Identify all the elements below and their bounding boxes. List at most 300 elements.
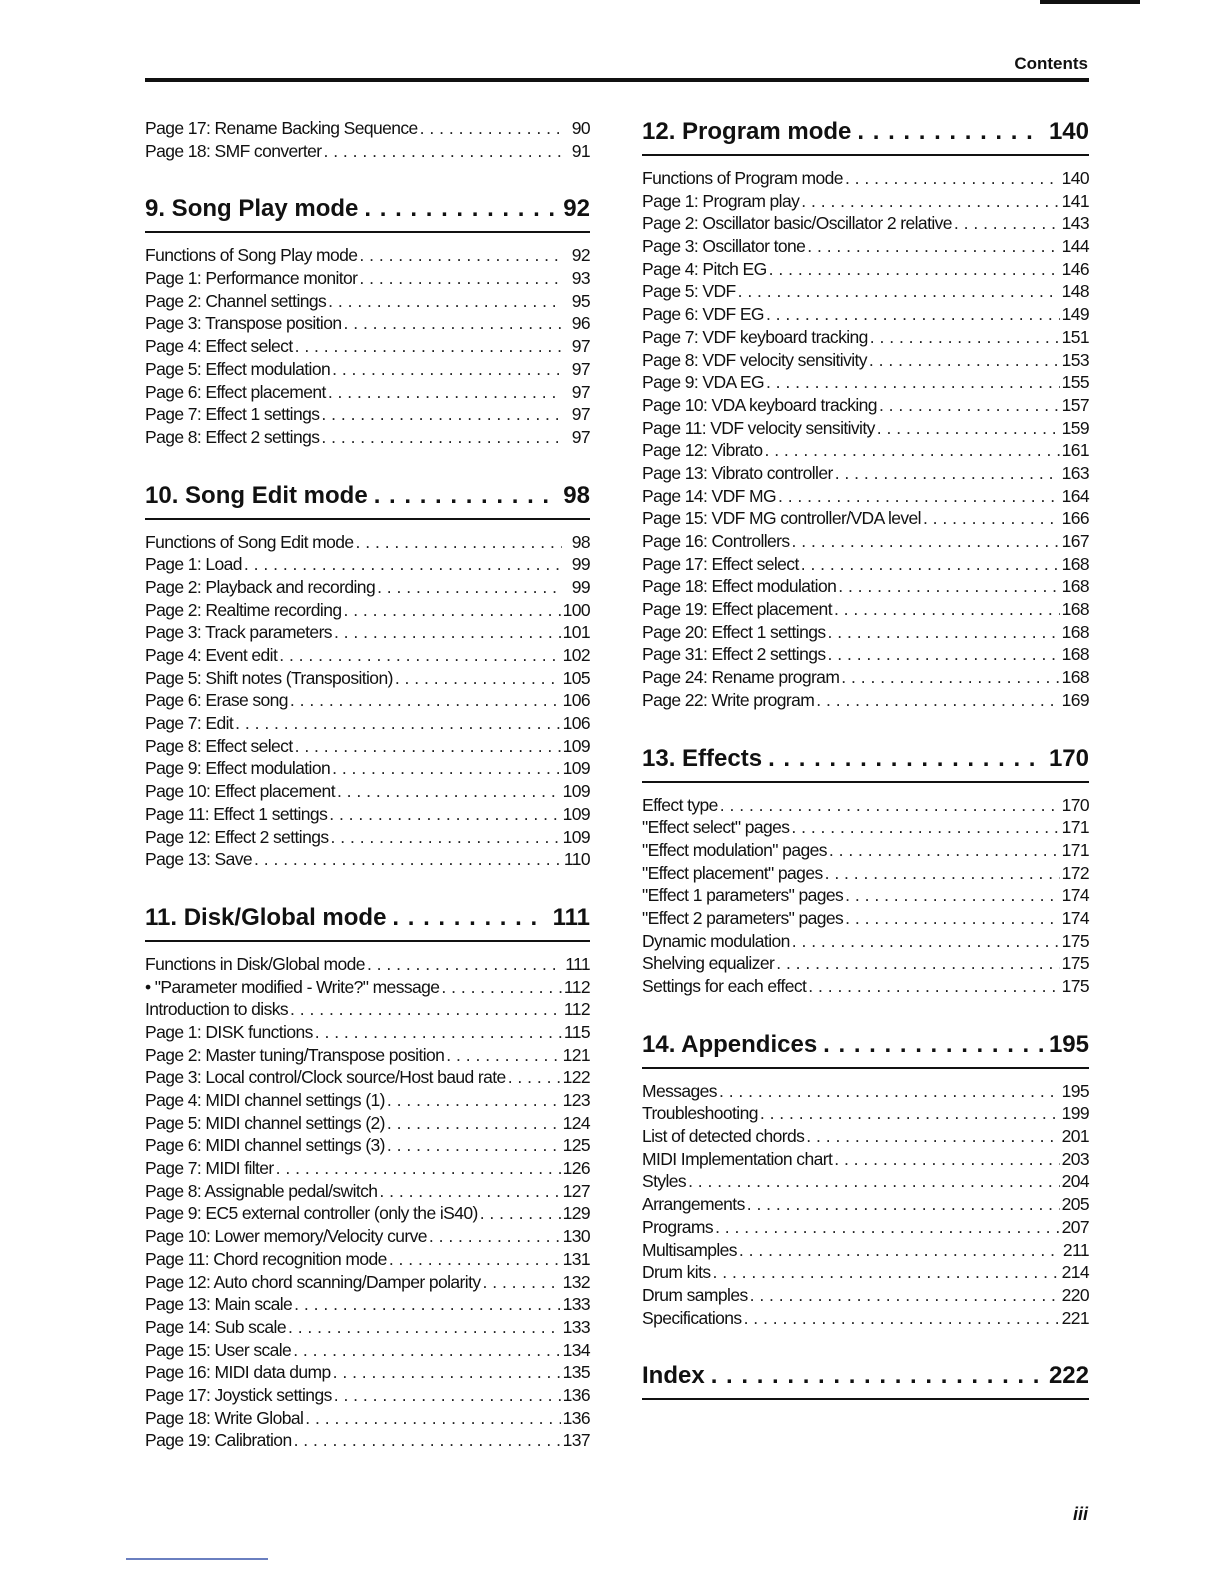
toc-entry[interactable] [642,350,1089,373]
section-heading[interactable] [642,745,1089,783]
toc-entry-title: Page 11: Effect 1 settings [145,803,328,824]
toc-entry[interactable] [145,532,590,555]
toc-entry[interactable] [145,849,590,872]
toc-entry-title: MIDI Implementation chart [642,1148,833,1169]
toc-right-column [642,118,1089,1412]
dot-leader [764,440,1059,461]
toc-entry[interactable] [145,118,590,141]
toc-entry-title: Page 18: Effect modulation [642,576,837,597]
dot-leader [791,817,1059,838]
toc-entry-page: 127 [562,1180,590,1201]
section-heading[interactable] [642,1362,1089,1400]
toc-entry[interactable] [145,954,590,977]
toc-left-column [145,118,590,1453]
toc-entry[interactable] [145,622,590,645]
toc-entry-page: 201 [1061,1126,1089,1147]
toc-entry[interactable] [145,668,590,691]
toc-entry-title: Page 3: Transpose position [145,313,342,334]
toc-entry-title: Page 14: VDF MG [642,485,776,506]
toc-entry[interactable] [145,713,590,736]
toc-entry-title: Page 7: Effect 1 settings [145,404,320,425]
toc-entry-page: 199 [1061,1103,1089,1124]
toc-entry-page: 105 [562,667,590,688]
toc-entry-title: Page 1: Program play [642,190,800,211]
header-rule [145,78,1089,82]
toc-entry[interactable] [145,1340,590,1363]
toc-entry-page: 211 [1062,1239,1089,1260]
toc-entry-title: Page 7: Edit [145,713,234,734]
toc-entry-page: 109 [562,735,590,756]
toc-entry[interactable] [642,690,1089,713]
intro-entries [145,118,590,163]
toc-entry-page: 96 [571,313,590,334]
toc-entry[interactable] [642,486,1089,509]
dot-leader [829,840,1060,861]
section-page: 222 [1048,1362,1089,1390]
toc-entry-title: "Effect modulation" pages [642,839,827,860]
dot-leader [328,382,562,403]
toc-entry-page: 109 [562,803,590,824]
toc-entry[interactable] [145,977,590,1000]
toc-entry[interactable] [145,1090,590,1113]
dot-leader [387,1135,561,1156]
dot-leader [328,291,562,312]
toc-entry-title: Page 8: Effect 2 settings [145,426,320,447]
section-heading[interactable] [642,118,1089,156]
toc-entry[interactable] [145,291,590,314]
toc-entry[interactable] [145,427,590,450]
toc-entry[interactable] [642,418,1089,441]
dot-leader [276,1158,561,1179]
toc-entry-title: Page 5: MIDI channel settings (2) [145,1112,385,1133]
toc-entry-page: 171 [1061,839,1089,860]
dot-leader [356,532,562,553]
section-title: 13. Effects [642,744,763,772]
dot-leader [766,372,1060,393]
toc-entry[interactable] [145,1249,590,1272]
toc-entry-page: 143 [1061,213,1089,234]
dot-leader [295,736,561,757]
toc-entry[interactable] [642,1081,1089,1104]
toc-entry-page: 168 [1061,644,1089,665]
dot-leader [834,1149,1059,1170]
dot-leader [954,213,1060,234]
dot-leader [294,1294,560,1315]
dot-leader [778,486,1060,507]
toc-entry-title: "Effect select" pages [642,817,790,838]
toc-entry-page: 115 [563,1021,590,1042]
toc-entry[interactable] [642,953,1089,976]
dot-leader [329,804,560,825]
toc-entry-page: 205 [1061,1194,1089,1215]
toc-section [642,745,1089,999]
toc-entry-title: Drum kits [642,1262,711,1283]
dot-leader [332,359,562,380]
dot-leader [480,1203,561,1224]
top-edge-rule [1040,0,1140,4]
toc-entry-title: Messages [642,1080,717,1101]
dot-leader [828,644,1060,665]
dot-leader [344,313,563,334]
section-heading[interactable] [145,482,590,520]
dot-leader [870,327,1060,348]
toc-entry[interactable] [642,554,1089,577]
section-title: 10. Song Edit mode [145,481,368,509]
toc-entry[interactable] [145,141,590,164]
toc-entry-page: 146 [1061,258,1089,279]
toc-entry-page: 159 [1061,417,1089,438]
dot-leader [715,1217,1060,1238]
toc-entry[interactable] [642,372,1089,395]
toc-entry[interactable] [642,1103,1089,1126]
toc-entry-title: Page 8: Effect select [145,735,293,756]
toc-entry-page: 97 [571,336,590,357]
toc-entry[interactable] [145,804,590,827]
section-page: 98 [563,481,590,509]
toc-entry-title: Page 22: Write program [642,689,815,710]
toc-entry-page: 99 [571,576,590,597]
toc-entry[interactable] [642,599,1089,622]
toc-entry-page: 97 [571,426,590,447]
toc-entry-title: Page 12: Effect 2 settings [145,826,329,847]
toc-entry[interactable] [145,1317,590,1340]
toc-entry[interactable] [145,313,590,336]
toc-entry-title: • "Parameter modified - Write?" message [145,976,440,997]
toc-entry-page: 98 [571,531,590,552]
toc-entry[interactable] [642,1240,1089,1263]
toc-entry[interactable] [642,440,1089,463]
toc-entry-page: 95 [571,290,590,311]
toc-entry-title: Drum samples [642,1284,748,1305]
toc-entry-page: 135 [562,1362,590,1383]
toc-entry-page: 90 [571,118,590,138]
toc-entry-page: 132 [562,1271,590,1292]
page-header-title: Contents [1014,54,1088,73]
dot-leader [825,863,1060,884]
dot-leader [801,554,1060,575]
dot-leader [711,1362,1043,1390]
toc-entry-title: Page 13: Vibrato controller [642,462,833,483]
toc-entry-title: Page 14: Sub scale [145,1316,286,1337]
dot-leader [747,1194,1060,1215]
dot-leader [801,191,1059,212]
toc-entry-title: Page 2: Oscillator basic/Oscillator 2 relative [642,213,952,234]
toc-entry-page: 125 [562,1135,590,1156]
toc-entry-page: 93 [571,268,590,289]
toc-entry-page: 220 [1061,1284,1089,1305]
toc-entry[interactable] [145,1113,590,1136]
section-title: Index [642,1362,705,1390]
toc-entry-title: Effect type [642,794,718,815]
toc-entry-title: Page 11: Chord recognition mode [145,1248,387,1269]
toc-entry[interactable] [642,259,1089,282]
toc-entry[interactable] [642,1217,1089,1240]
dot-leader [374,482,558,510]
dot-leader [295,336,562,357]
toc-entry[interactable] [642,531,1089,554]
toc-entry-page: 157 [1061,394,1089,415]
section-page: 111 [552,903,590,931]
toc-entry-page: 112 [563,976,590,997]
toc-entry-page: 155 [1061,372,1089,393]
toc-entry[interactable] [145,359,590,382]
toc-entry-title: Page 18: SMF converter [145,140,322,161]
dot-leader [841,667,1059,688]
toc-entry[interactable] [642,168,1089,191]
toc-entry[interactable] [145,645,590,668]
toc-entry-title: Page 6: VDF EG [642,304,764,325]
toc-section [642,1362,1089,1400]
toc-entry-title: Page 3: Local control/Clock source/Host baud rate [145,1067,506,1088]
toc-entry[interactable] [642,976,1089,999]
toc-entry[interactable] [642,327,1089,350]
toc-entry[interactable] [642,395,1089,418]
dot-leader [334,1385,561,1406]
dot-leader [744,1308,1060,1329]
dot-leader [869,350,1060,371]
toc-entry[interactable] [642,931,1089,954]
dot-leader [792,931,1060,952]
toc-entry-page: 109 [562,758,590,779]
toc-entry[interactable] [642,1262,1089,1285]
toc-entry-page: 168 [1061,599,1089,620]
toc-entry-page: 172 [1061,862,1089,883]
toc-entry[interactable] [642,817,1089,840]
toc-entry[interactable] [145,577,590,600]
toc-entry-page: 131 [562,1248,590,1269]
section-title: 12. Program mode [642,118,852,145]
toc-entry-title: Page 8: VDF velocity sensitivity [642,349,867,370]
section-heading[interactable] [145,904,590,942]
toc-entry-page: 153 [1061,349,1089,370]
toc-entry[interactable] [145,1158,590,1181]
dot-leader [808,976,1059,997]
toc-entry[interactable] [642,1126,1089,1149]
dot-leader [379,1181,560,1202]
toc-entry-title: Page 16: MIDI data dump [145,1362,331,1383]
toc-entry-page: 97 [571,358,590,379]
toc-entry-page: 133 [562,1294,590,1315]
toc-entry[interactable] [642,1171,1089,1194]
toc-entry[interactable] [642,1308,1089,1331]
toc-entry[interactable] [642,863,1089,886]
toc-entry[interactable] [642,644,1089,667]
toc-entry-page: 175 [1061,976,1089,996]
dot-leader [321,427,562,448]
dot-leader [293,1340,560,1361]
dot-leader [359,245,562,266]
toc-entry[interactable] [642,1285,1089,1308]
toc-entry-page: 136 [562,1384,590,1405]
toc-entry-page: 170 [1061,794,1089,815]
dot-leader [769,259,1060,280]
toc-entry[interactable] [642,508,1089,531]
toc-entry[interactable] [145,1294,590,1317]
toc-entry[interactable] [145,827,590,850]
toc-entry[interactable] [642,213,1089,236]
dot-leader [857,118,1043,146]
toc-entry-title: Page 3: Track parameters [145,622,332,643]
toc-entry-page: 129 [562,1203,590,1224]
toc-entry-title: Page 2: Channel settings [145,290,327,311]
toc-entry-title: List of detected chords [642,1126,805,1147]
toc-entry-title: Multisamples [642,1239,737,1260]
toc-entry-page: 102 [562,645,590,665]
dot-leader [294,1430,561,1451]
toc-entry[interactable] [145,736,590,759]
dot-leader [288,1317,561,1338]
toc-entry-page: 149 [1061,304,1089,325]
toc-entry[interactable] [145,690,590,713]
toc-entry[interactable] [642,667,1089,690]
toc-entry[interactable] [642,840,1089,863]
dot-leader [244,554,562,575]
toc-entry-page: 111 [565,953,590,974]
toc-entry[interactable] [642,1194,1089,1217]
toc-entry-page: 97 [571,404,590,425]
toc-entry-page: 123 [562,1090,590,1110]
toc-entry-title: Page 24: Rename program [642,667,840,688]
toc-entry-page: 134 [562,1339,590,1360]
toc-entry[interactable] [642,885,1089,908]
toc-entry[interactable] [642,1149,1089,1172]
toc-entry[interactable] [145,1385,590,1408]
dot-leader [364,195,557,223]
dot-leader [838,576,1059,597]
toc-entry-page: 97 [571,381,590,402]
toc-entry[interactable] [145,1272,590,1295]
dot-leader [331,827,561,848]
toc-entry-title: Page 20: Effect 1 settings [642,621,826,642]
dot-leader [332,758,561,779]
toc-entry-title: Introduction to disks [145,999,289,1020]
toc-entry[interactable] [145,1408,590,1431]
toc-entry-title: Page 5: Effect modulation [145,358,331,379]
toc-entry[interactable] [642,795,1089,818]
toc-entry-page: 148 [1061,281,1089,302]
toc-entry-page: 100 [562,599,590,620]
toc-entry-page: 99 [571,554,590,575]
dot-leader [392,904,546,932]
dot-leader [719,1081,1060,1102]
toc-entry[interactable] [145,781,590,804]
toc-entry[interactable] [145,1181,590,1204]
toc-entry[interactable] [145,554,590,577]
toc-section [145,195,590,449]
dot-leader [738,281,1060,302]
section-heading[interactable] [145,195,590,233]
toc-entry[interactable] [642,236,1089,259]
dot-leader [343,600,560,621]
toc-entry[interactable] [145,404,590,427]
dot-leader [845,908,1059,929]
toc-entry[interactable] [145,1135,590,1158]
toc-entry[interactable] [145,382,590,405]
toc-entry-title: "Effect 1 parameters" pages [642,885,844,906]
toc-entry-page: 174 [1061,885,1089,906]
toc-entry-title: Page 6: Effect placement [145,381,326,402]
toc-entry-page: 124 [562,1112,590,1133]
section-page: 195 [1048,1030,1089,1058]
toc-entry-title: Page 5: Shift notes (Transposition) [145,667,393,688]
toc-entry-page: 175 [1061,930,1089,951]
section-page: 140 [1048,118,1089,145]
toc-entry[interactable] [145,1067,590,1090]
dot-leader [776,953,1059,974]
toc-entry[interactable] [145,600,590,623]
toc-entry[interactable] [145,245,590,268]
toc-entry[interactable] [145,1362,590,1385]
toc-section [642,118,1089,713]
toc-entry[interactable] [642,908,1089,931]
toc-entry[interactable] [642,622,1089,645]
toc-entry-title: Page 10: VDA keyboard tracking [642,394,877,415]
dot-leader [483,1272,561,1293]
toc-entry[interactable] [145,268,590,291]
toc-entry[interactable] [145,1045,590,1068]
dot-leader [235,713,560,734]
toc-entry-title: Page 6: Erase song [145,690,288,711]
toc-entry-title: Programs [642,1216,714,1237]
dot-leader [290,999,562,1020]
toc-entry-title: Page 17: Effect select [642,553,799,574]
dot-leader [923,508,1060,529]
toc-entry[interactable] [642,304,1089,327]
section-title: 11. Disk/Global mode [145,903,387,931]
toc-entry-title: Page 1: Load [145,554,242,575]
dot-leader [279,645,560,666]
toc-entry-page: 109 [562,826,590,847]
toc-entry-page: 151 [1061,326,1089,347]
toc-entry-title: Specifications [642,1307,742,1328]
toc-entry[interactable] [145,758,590,781]
dot-leader [713,1262,1060,1283]
toc-entry-title: Page 12: Auto chord scanning/Damper polarity [145,1271,481,1292]
dot-leader [337,781,561,802]
dot-leader [441,977,562,998]
toc-entry[interactable] [145,336,590,359]
dot-leader [877,418,1060,439]
toc-entry-page: 136 [562,1407,590,1428]
toc-entry-title: Dynamic modulation [642,930,790,951]
toc-entry[interactable] [642,463,1089,486]
toc-entry-title: Page 2: Playback and recording [145,576,376,597]
toc-entry[interactable] [145,1203,590,1226]
toc-entry-title: Page 13: Main scale [145,1294,293,1315]
toc-entry-page: 92 [571,245,590,266]
toc-entry-page: 168 [1061,576,1089,597]
toc-entry[interactable] [145,1022,590,1045]
toc-entry[interactable] [145,1430,590,1453]
toc-entry[interactable] [642,576,1089,599]
toc-section [145,482,590,872]
toc-entry-page: 91 [571,140,590,161]
toc-entry[interactable] [145,999,590,1022]
toc-entry-page: 112 [563,999,590,1020]
dot-leader [429,1226,561,1247]
toc-entry-page: 171 [1061,817,1089,838]
toc-entry[interactable] [642,281,1089,304]
toc-entry[interactable] [642,191,1089,214]
toc-entry[interactable] [145,1226,590,1249]
toc-entry-title: "Effect 2 parameters" pages [642,907,844,928]
toc-entry-title: Page 13: Save [145,849,253,870]
dot-leader [834,599,1060,620]
section-heading[interactable] [642,1031,1089,1069]
toc-entry-title: Functions in Disk/Global mode [145,953,365,974]
toc-entry-page: 137 [562,1430,590,1451]
toc-entry-page: 106 [562,690,590,711]
